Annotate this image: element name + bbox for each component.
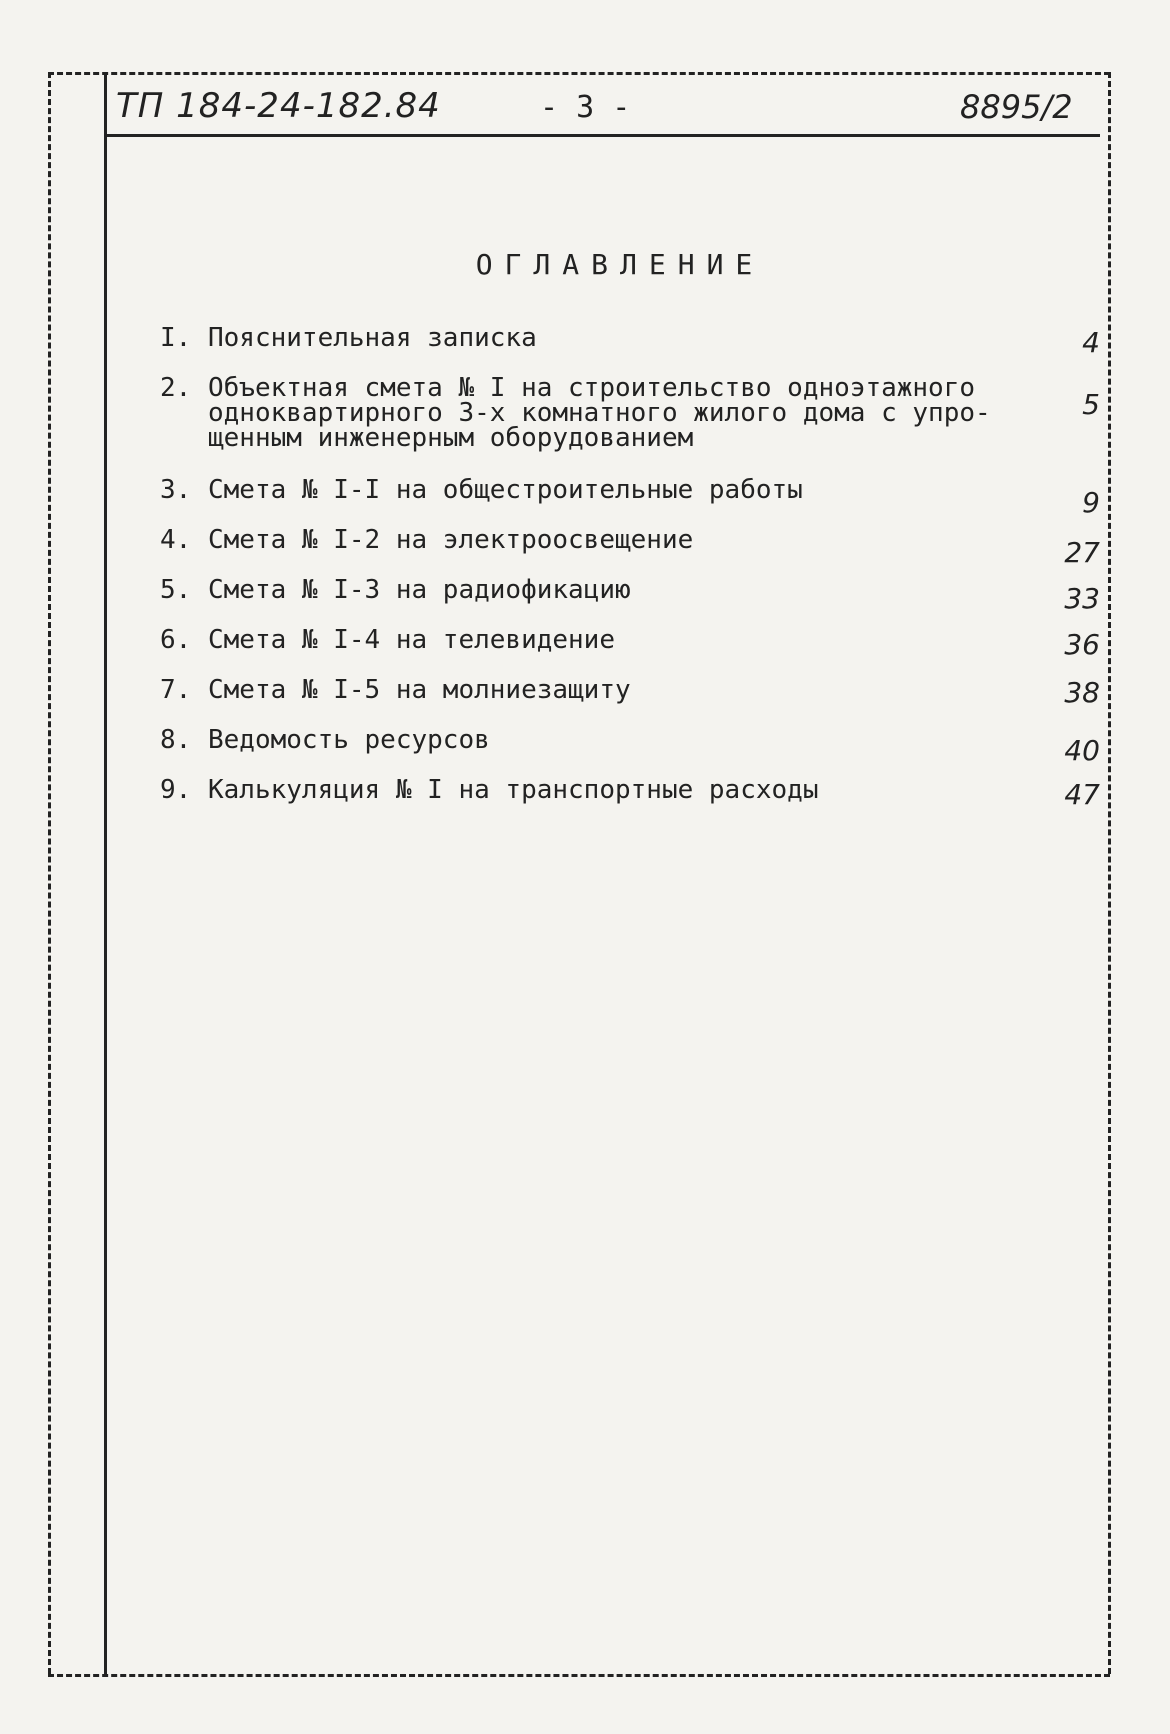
toc-entry-text: Пояснительная записка [208, 323, 537, 353]
toc-entry-number: I. [160, 323, 192, 353]
sheet-number: 8895/2 [960, 88, 1073, 126]
toc-entry [160, 625, 1030, 655]
frame-left-border [48, 72, 51, 1674]
toc-entry-page: 27 [1064, 536, 1100, 569]
toc-title: ОГЛАВЛЕНИЕ [475, 248, 765, 281]
toc-entry-page: 40 [1064, 734, 1100, 767]
toc-entry-number: 8. [160, 725, 192, 755]
frame-right-border [1108, 72, 1111, 1674]
toc-entry [160, 775, 1030, 805]
document-code: ТП 184-24-182.84 [116, 86, 441, 126]
toc-entry-page: 9 [1082, 486, 1100, 519]
frame-bottom-border [48, 1674, 1110, 1677]
header-separator [104, 134, 1100, 137]
toc-entry-number: 3. [160, 475, 192, 505]
toc-entry-number: 4. [160, 525, 192, 555]
page-number: - 3 - [540, 90, 631, 125]
toc-entry-text-continued: щенным инженерным оборудованием [208, 423, 694, 453]
toc-entry [160, 525, 1030, 555]
toc-entry-number: 6. [160, 625, 192, 655]
toc-entry [160, 475, 1030, 505]
toc-entry [160, 373, 1030, 453]
toc-entry [160, 575, 1030, 605]
toc-entry-text: Объектная смета № I на строительство одноэтажного [208, 373, 976, 403]
toc-entry [160, 675, 1030, 705]
toc-entry-number: 9. [160, 775, 192, 805]
toc-entry-text-continued: одноквартирного 3-х комнатного жилого дома с упро- [208, 398, 991, 428]
toc-entry-page: 47 [1064, 778, 1100, 811]
toc-entry-number: 2. [160, 373, 192, 403]
toc-entry-text: Калькуляция № I на транспортные расходы [208, 775, 819, 805]
toc-entry-number: 5. [160, 575, 192, 605]
toc-entry-page: 33 [1064, 582, 1100, 615]
toc-entry-text: Смета № I-4 на телевидение [208, 625, 615, 655]
toc-entry-text: Смета № I-3 на радиофикацию [208, 575, 631, 605]
toc-entry-text: Ведомость ресурсов [208, 725, 490, 755]
toc-entry-page: 38 [1064, 676, 1100, 709]
toc-entry-page: 4 [1082, 326, 1100, 359]
toc-entry-page: 36 [1064, 628, 1100, 661]
toc-entry-text: Смета № I-I на общестроительные работы [208, 475, 803, 505]
toc-entry-number: 7. [160, 675, 192, 705]
toc-entry-text: Смета № I-5 на молниезащиту [208, 675, 631, 705]
toc-entry-text: Смета № I-2 на электроосвещение [208, 525, 694, 555]
toc-entry [160, 725, 1030, 755]
frame-top-border [48, 72, 1110, 75]
toc-entry-page: 5 [1082, 388, 1100, 421]
binding-margin-line [104, 72, 107, 1677]
toc-entry [160, 323, 1030, 353]
